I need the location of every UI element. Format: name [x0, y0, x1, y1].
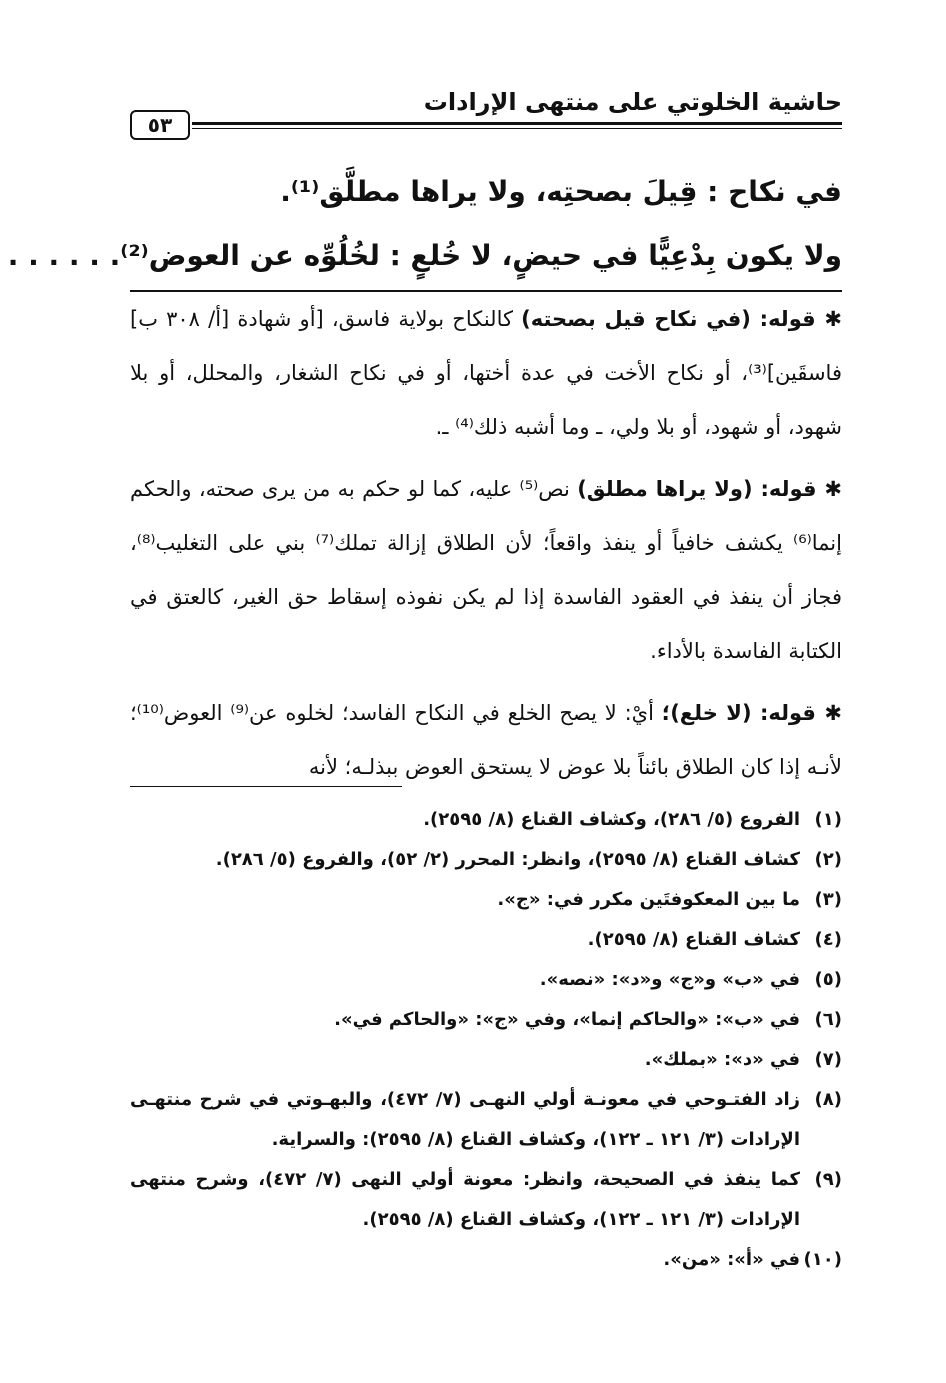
commentary — [130, 292, 842, 802]
footnote-text: كشاف القناع (٨/ ٢٥٩٥). — [587, 929, 800, 950]
paragraph-text: كالنكاح بولاية فاسق، [أو شهادة [أ/ ٣٠٨ ب] فاسقَين]⁽³⁾، أو نكاح الأخت في عدة أختها، أو في نكاح الشغار، والمحلل، أو بلا شهود، أو شهود، أو بلا ولي، ـ وما أشبه ذلك⁽⁴⁾ ـ. — [130, 307, 842, 439]
footnote-text: كشاف القناع (٨/ ٢٥٩٥)، وانظر: المحرر (٢/ ٥٢)، والفروع (٥/ ٢٨٦). — [215, 849, 800, 870]
header-rule — [192, 122, 842, 125]
footnote — [130, 1160, 842, 1240]
paragraph-text: نص⁽⁵⁾ عليه، كما لو حكم به من يرى صحته، والحكم إنما⁽⁶⁾ يكشف خافياً أو ينفذ واقعاً؛ لأن الطلاق إزالة تملك⁽⁷⁾ بني على التغليب⁽⁸⁾، فجاز أن ينفذ في العقود الفاسدة إذا لم يكن نفوذه إسقاط حق الغير، كالعتق في الكتابة الفاسدة بالأداء. — [130, 477, 842, 663]
footnote-text: ما بين المعكوفتَين مكرر في: «ج». — [497, 889, 800, 910]
quote-lead: قوله: (في نكاح قيل بصحته) — [521, 307, 816, 331]
commentary-paragraph-3 — [130, 686, 842, 794]
footnote-text: في «ب»: «والحاكم إنما»، وفي «ج»: «والحاكم في». — [334, 1009, 800, 1030]
page-header — [130, 88, 842, 138]
footnote-text: في «ب» و«ج» و«د»: «نصه». — [539, 969, 800, 990]
footnote-number: (٨) — [814, 1089, 842, 1110]
quote-lead: قوله: (ولا يراها مطلق) — [577, 477, 817, 501]
footnote — [130, 1080, 842, 1160]
footnote — [130, 1240, 842, 1280]
asterisk-icon: ✱ — [815, 701, 842, 725]
footnote-text: زاد الفتـوحي في معونـة أولي النهـى (٧/ ٤٧٢)، والبهـوتي في شرح منتهـى الإرادات (٣/ ١٢١ ـ ١٢٢)، وكشاف القناع (٨/ ٢٥٩٥): والسراية. — [130, 1089, 801, 1150]
footnote-text: الفروع (٥/ ٢٨٦)، وكشاف القناع (٨/ ٢٥٩٥). — [423, 809, 800, 830]
quote-lead: قوله: (لا خلع)؛ — [661, 701, 816, 725]
page-number: ٥٣ — [130, 110, 190, 140]
footnote-number: (١) — [814, 809, 842, 830]
footnote-number: (٩) — [814, 1169, 842, 1190]
footnote — [130, 960, 842, 1000]
matn-line-2: ولا يكون بِدْعِيًّا في حيضٍ، لا خُلعٍ : لخُلُوِّه عن العوض⁽²⁾. . . . . . — [7, 239, 842, 272]
footnote-number: (٣) — [814, 889, 842, 910]
footnote — [130, 1040, 842, 1080]
footnote — [130, 800, 842, 840]
footnotes — [130, 800, 842, 1280]
footnote-number: (٦) — [814, 1009, 842, 1030]
running-title: حاشية الخلوتي على منتهى الإرادات — [423, 88, 842, 116]
footnote — [130, 880, 842, 920]
header-rule-thin — [192, 128, 842, 129]
commentary-paragraph-2 — [130, 462, 842, 678]
matn-line-1: في نكاح : قِيلَ بصحتِه، ولا يراها مطلَّق⁽¹⁾. — [280, 175, 842, 208]
commentary-paragraph-1 — [130, 292, 842, 454]
footnote-number: (٢) — [814, 849, 842, 870]
footnote — [130, 840, 842, 880]
footnote-text: في «أ»: «من». — [663, 1249, 800, 1270]
footnote-text: في «د»: «بملك». — [644, 1049, 800, 1070]
footnote-separator — [130, 786, 402, 787]
paragraph-text: أيْ: لا يصح الخلع في النكاح الفاسد؛ لخلوه عن⁽⁹⁾ العوض⁽¹⁰⁾؛ لأنـه إذا كان الطلاق بائناً بلا عوض لا يستحق العوض ببذلـه؛ لأنه — [130, 701, 842, 779]
footnote-text: كما ينفذ في الصحيحة، وانظر: معونة أولي النهى (٧/ ٤٧٢)، وشرح منتهى الإرادات (٣/ ١٢١ ـ ١٢٢)، وكشاف القناع (٨/ ٢٥٩٥). — [130, 1169, 800, 1230]
footnote-number: (٧) — [814, 1049, 842, 1070]
asterisk-icon: ✱ — [816, 477, 843, 501]
asterisk-icon: ✱ — [815, 307, 842, 331]
footnote — [130, 1000, 842, 1040]
footnote-number: (١٠) — [803, 1249, 842, 1270]
footnote-number: (٥) — [814, 969, 842, 990]
matn-text — [7, 160, 842, 288]
footnote-number: (٤) — [814, 929, 842, 950]
footnote — [130, 920, 842, 960]
